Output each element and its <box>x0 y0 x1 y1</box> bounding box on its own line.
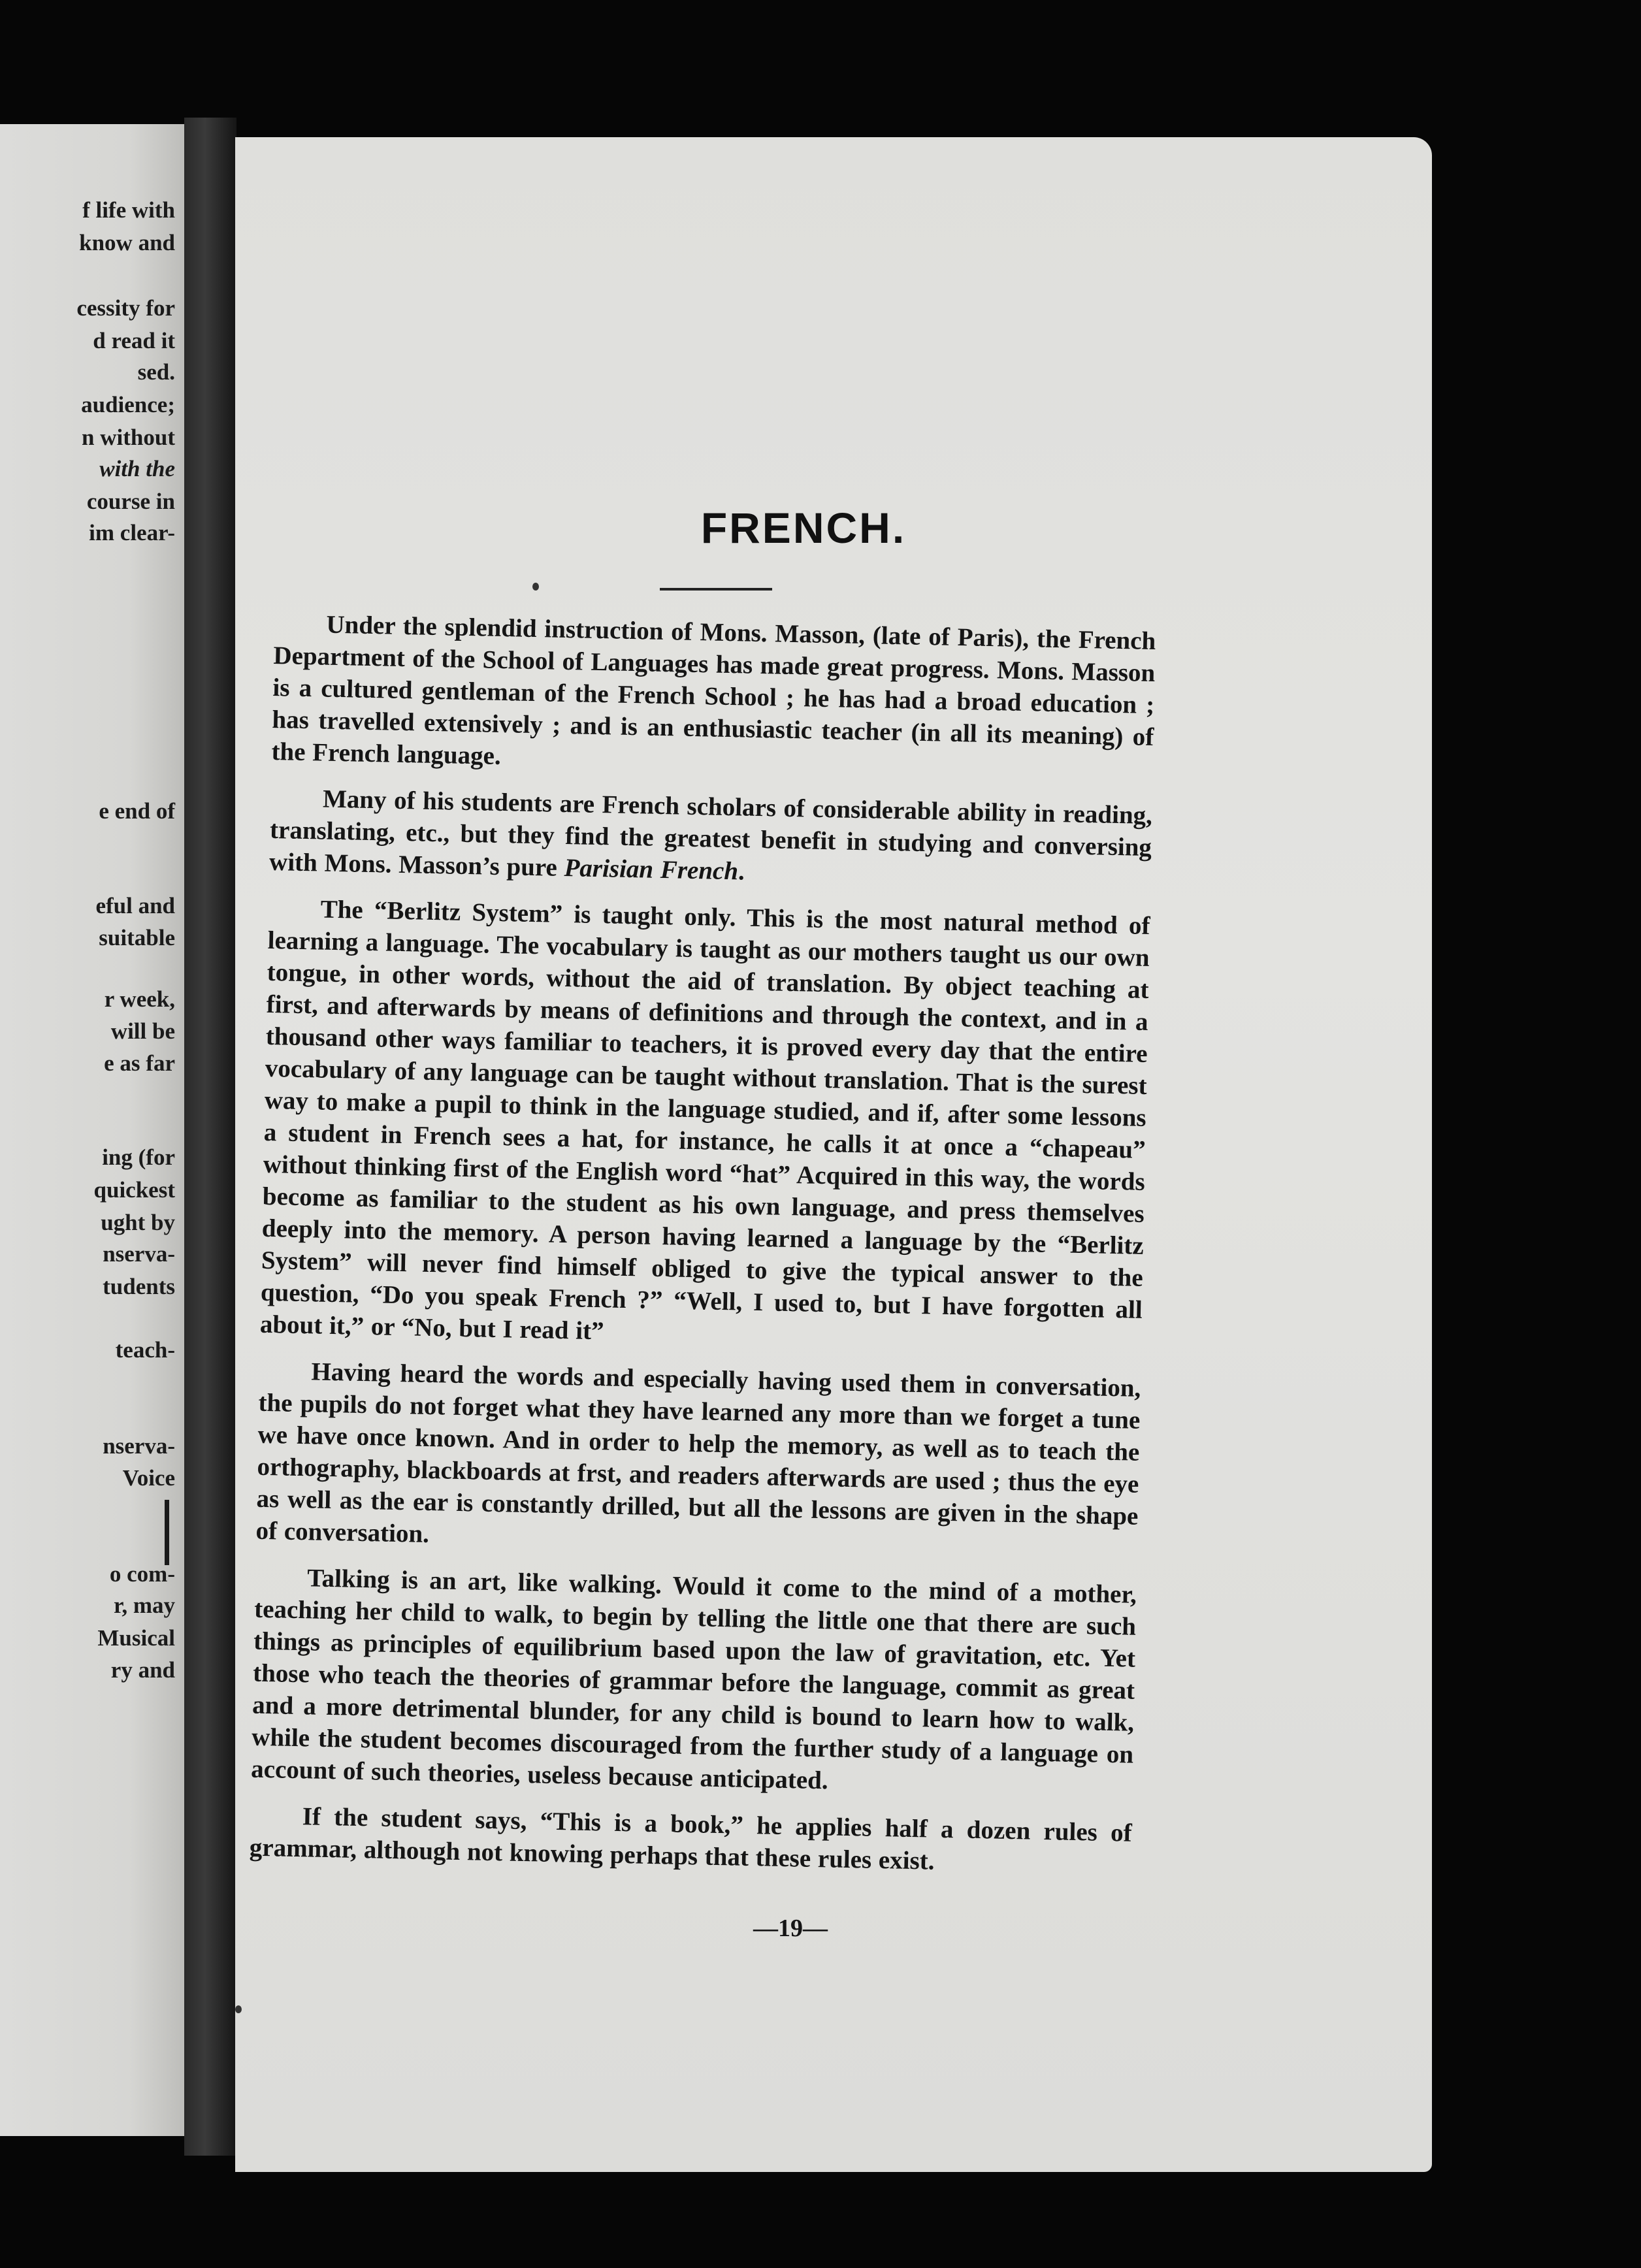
paragraph-1-text: Under the splendid instruction of Mons. Masson, (late of Paris), the French Department of the School of Languages has made great progress. Mons. Masson is a cultured gentleman of the French School ; he has had a broad education ; has travelled extensively ; and is an enthusiastic teacher (in all its meaning) of the French language. <box>271 610 1156 770</box>
left-facing-page <box>0 124 184 2136</box>
book-gutter <box>184 118 236 2156</box>
left-page-line: tudents <box>103 1274 175 1299</box>
paragraph-5 <box>251 1561 1137 1803</box>
left-page-line: d read it <box>93 328 175 353</box>
book-page <box>235 137 1432 2172</box>
left-page-line: Musical <box>97 1625 175 1651</box>
left-page-line: cessity for <box>76 295 175 321</box>
left-page-line: ry and <box>110 1657 175 1683</box>
paragraph-4 <box>255 1355 1141 1564</box>
paragraph-2 <box>269 782 1153 896</box>
left-page-line: o com- <box>109 1561 175 1587</box>
paragraph-6-text: If the student says, “This is a book,” he applies half a dozen rules of grammar, although not knowing perhaps that these rules exist. <box>249 1802 1133 1875</box>
left-page-line: nserva- <box>103 1433 175 1459</box>
ink-speck <box>235 2005 242 2013</box>
ink-speck <box>532 583 539 591</box>
left-page-line: Voice <box>122 1465 175 1491</box>
paragraph-2-end: . <box>738 857 745 886</box>
paragraph-4-text: Having heard the words and especially having used them in conversation, the pupils do not forget what they have learned any more than we forget a tune we have once known. And in order to help the memory, as well as to teach the orthography, blackboards at frst, and readers afterwards are used ; thus the eye as well as the ear is constantly drilled, but all the lessons are given in the shape of conversation. <box>255 1357 1141 1549</box>
page-number: —19— <box>753 1915 828 1942</box>
paragraph-2-text: Many of his students are French scholars of considerable ability in reading, translating, etc., but they find the greatest benefit in studying and conversing with Mons. Masson’s pure <box>268 785 1153 882</box>
paragraph-6 <box>249 1800 1132 1881</box>
left-page-line: audience; <box>81 392 175 417</box>
left-page-line: e end of <box>99 798 175 824</box>
left-page-line: suitable <box>99 925 175 950</box>
left-page-line: f life with <box>82 197 175 223</box>
left-page-line: r week, <box>104 986 175 1012</box>
paragraph-1 <box>271 608 1156 785</box>
left-page-line: n without <box>82 425 175 450</box>
left-page-line: will be <box>110 1018 175 1044</box>
left-page-line: ing (for <box>102 1144 175 1170</box>
margin-ink-mark <box>165 1500 178 1565</box>
paragraph-2-emphasis: Parisian French <box>564 853 739 886</box>
left-page-line: im clear- <box>89 520 175 545</box>
left-page-line: e as far <box>104 1050 175 1076</box>
body-text <box>249 608 1156 1881</box>
left-page-line: nserva- <box>103 1241 175 1267</box>
title-rule <box>660 588 772 591</box>
left-page-line: quickest <box>93 1177 175 1203</box>
paragraph-5-text: Talking is an art, like walking. Would it come to the mind of a mother, teaching her child to walk, to begin by telling the little one that there are such things as principles of equilibrium based upon the law of gravitation, etc. Yet those who teach the theories of grammar before the language, commit as great and a more detrimental blunder, for any child is bound to learn how to walk, while the student becomes discouraged from the further study of a language on account of such theories, useless because anticipated. <box>250 1564 1137 1795</box>
left-page-line: r, may <box>114 1593 175 1618</box>
left-page-line: know and <box>79 230 175 255</box>
paragraph-3-text: The “Berlitz System” is taught only. This is the most natural method of learning a language. The vocabulary is taught as our mothers taught us our own tongue, in other words, without the aid of translation. By object teaching at first, and afterwards by means of definitions and through the context, and in a thousand other ways familiar to teachers, it is proved every day that the entire vocabulary of any language can be taught without translation. That is the surest way to make a pupil to think in the language studied, and if, after some lessons a student in French sees a hat, for instance, he calls it at once a “chapeau” without thinking first of the English word “hat” Acquired in this way, the words become as familiar to the student as his own language, and press themselves deeply into the memory. A person having learned a language by the “Berlitz System” will never find himself obliged to give the typical answer to the question, “Do you speak French ?” “Well, I used to, but I have forgotten all about it,” or “No, but I read it” <box>259 895 1150 1346</box>
left-page-line: eful and <box>95 893 175 918</box>
paragraph-3 <box>259 892 1150 1358</box>
left-page-line: sed. <box>137 359 175 385</box>
left-page-line: ught by <box>101 1210 175 1235</box>
page-title: FRENCH. <box>700 504 907 552</box>
left-page-line: course in <box>86 489 175 514</box>
left-page-line: with the <box>99 456 175 481</box>
left-page-line: teach- <box>115 1337 175 1363</box>
